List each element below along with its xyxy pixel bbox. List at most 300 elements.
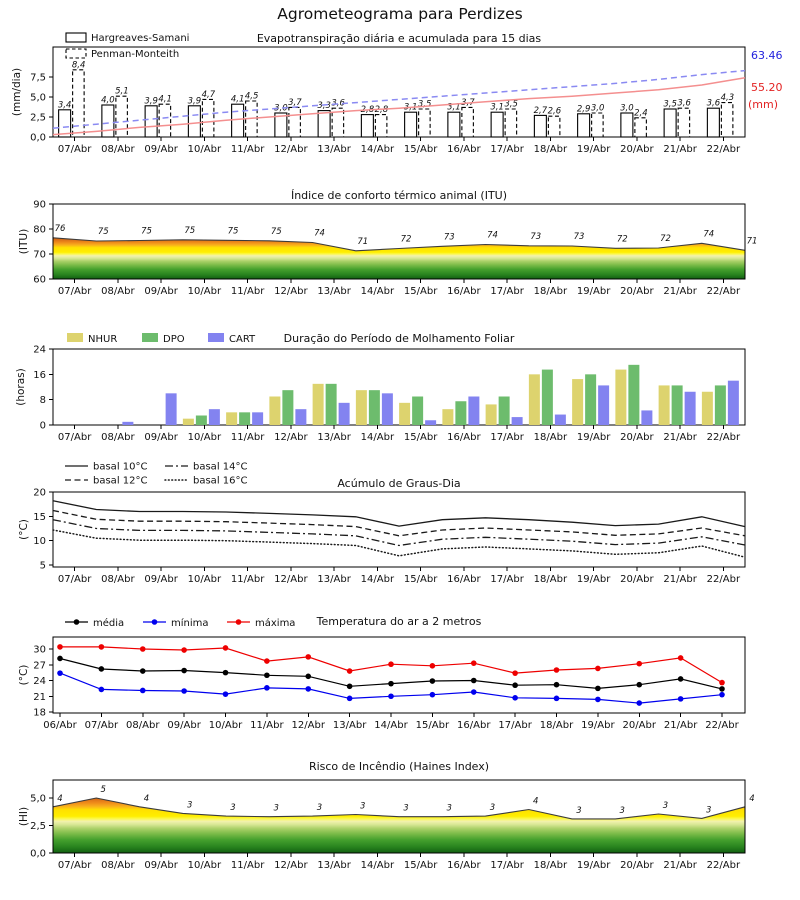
cart-bar bbox=[252, 412, 263, 425]
x-tick-label: 14/Abr bbox=[360, 860, 395, 871]
penman-bar bbox=[721, 103, 733, 137]
x-tick-label: 13/Abr bbox=[332, 720, 367, 731]
penman-bar bbox=[592, 113, 604, 137]
haines-value-label: 3 bbox=[316, 803, 323, 814]
hargreaves-value-label: 3,1 bbox=[403, 102, 418, 113]
penman-value-label: 3,0 bbox=[590, 103, 605, 114]
itu-value-label: 75 bbox=[270, 226, 282, 237]
x-tick-label: 07/Abr bbox=[57, 286, 92, 297]
temp-marker bbox=[181, 647, 187, 653]
temp-marker bbox=[554, 682, 560, 688]
temp-marker bbox=[471, 678, 477, 684]
nhur-bar bbox=[313, 384, 324, 425]
hargreaves-value-label: 3,6 bbox=[706, 98, 721, 109]
temp-marker bbox=[140, 646, 146, 652]
legend-label: mínima bbox=[171, 618, 209, 629]
nhur-bar bbox=[702, 392, 713, 425]
legend-label: Penman-Monteith bbox=[91, 49, 180, 60]
x-tick-label: 18/Abr bbox=[533, 860, 568, 871]
x-tick-label: 11/Abr bbox=[230, 860, 265, 871]
temp-marker bbox=[140, 668, 146, 674]
haines-value-label: 3 bbox=[619, 805, 625, 816]
hargreaves-bar bbox=[188, 106, 200, 137]
x-tick-label: 13/Abr bbox=[317, 286, 351, 297]
hargreaves-value-label: 3,3 bbox=[317, 101, 331, 112]
hargreaves-value-label: 3,1 bbox=[490, 102, 504, 113]
nhur-bar bbox=[486, 404, 497, 425]
dpo-bar bbox=[282, 390, 293, 425]
legend-label: NHUR bbox=[88, 334, 118, 345]
haines-value-label: 3 bbox=[187, 800, 193, 811]
hargreaves-bar bbox=[621, 113, 633, 137]
hargreaves-bar bbox=[145, 106, 157, 137]
penman-bar bbox=[678, 108, 690, 137]
temp-marker bbox=[554, 696, 560, 702]
haines-value-label: 4 bbox=[749, 793, 755, 804]
y-axis-label: (mm/dia) bbox=[11, 67, 23, 117]
cart-bar bbox=[122, 422, 133, 425]
hargreaves-bar bbox=[578, 114, 590, 137]
x-tick-label: 11/Abr bbox=[230, 286, 265, 297]
y-tick-label: 30 bbox=[33, 644, 46, 656]
x-tick-label: 08/Abr bbox=[101, 432, 135, 443]
nhur-bar bbox=[269, 397, 280, 426]
temp-marker bbox=[181, 668, 187, 674]
panel-title: Índice de conforto térmico animal (ITU) bbox=[290, 189, 508, 202]
penman-value-label: 4,3 bbox=[720, 93, 735, 104]
haines-value-label: 4 bbox=[57, 793, 63, 804]
hargreaves-bar bbox=[405, 112, 417, 137]
x-tick-label: 13/Abr bbox=[317, 432, 351, 443]
x-tick-label: 17/Abr bbox=[498, 720, 532, 731]
legend-swatch-cart bbox=[208, 333, 224, 342]
x-tick-label: 18/Abr bbox=[533, 432, 568, 443]
haines-value-label: 3 bbox=[230, 803, 236, 814]
nhur-bar bbox=[659, 385, 670, 425]
x-tick-label: 16/Abr bbox=[457, 720, 491, 731]
x-tick-label: 09/Abr bbox=[144, 286, 178, 297]
y-tick-label: 18 bbox=[33, 707, 46, 719]
y-tick-label: 27 bbox=[33, 660, 46, 672]
x-tick-label: 09/Abr bbox=[144, 144, 178, 155]
x-tick-label: 08/Abr bbox=[126, 720, 160, 731]
temperatura-legend bbox=[65, 617, 295, 629]
hargreaves-bar bbox=[102, 105, 114, 137]
x-tick-label: 15/Abr bbox=[403, 144, 438, 155]
itu-value-label: 75 bbox=[184, 225, 196, 236]
itu-value-label: 74 bbox=[314, 228, 325, 239]
y-tick-label: 5,0 bbox=[30, 92, 46, 104]
haines-value-label: 3 bbox=[273, 803, 279, 814]
dpo-bar bbox=[628, 365, 639, 425]
penman-bar bbox=[116, 96, 128, 137]
hargreaves-value-label: 2,7 bbox=[533, 105, 548, 116]
bars-cart bbox=[122, 381, 739, 425]
nhur-bar bbox=[399, 403, 410, 425]
y-axis bbox=[33, 200, 53, 286]
nhur-bar bbox=[615, 370, 626, 425]
y-tick-label: 70 bbox=[33, 249, 46, 261]
legend-label: Hargreaves-Samani bbox=[91, 33, 190, 44]
hargreaves-value-label: 3,1 bbox=[447, 102, 461, 113]
x-tick-label: 12/Abr bbox=[274, 432, 308, 443]
haines-value-label: 3 bbox=[403, 803, 409, 814]
y-tick-label: 2,5 bbox=[30, 112, 46, 124]
itu-value-label: 74 bbox=[487, 230, 498, 241]
x-tick-label: 08/Abr bbox=[101, 574, 135, 585]
dpo-bar bbox=[455, 401, 466, 425]
hargreaves-value-label: 3,5 bbox=[663, 99, 677, 110]
x-tick-label: 20/Abr bbox=[620, 574, 654, 585]
x-tick-label: 16/Abr bbox=[447, 144, 481, 155]
x-tick-label: 21/Abr bbox=[663, 860, 697, 871]
x-tick-label: 07/Abr bbox=[57, 574, 92, 585]
x-tick-label: 16/Abr bbox=[447, 574, 481, 585]
cart-bar bbox=[468, 397, 479, 426]
legend-label: CART bbox=[229, 334, 256, 345]
temp-marker bbox=[388, 661, 394, 667]
x-axis bbox=[58, 425, 741, 443]
x-tick-label: 18/Abr bbox=[539, 720, 574, 731]
itu-value-label: 73 bbox=[530, 231, 542, 242]
x-tick-label: 12/Abr bbox=[274, 286, 308, 297]
y-axis-label: (°C) bbox=[18, 664, 30, 686]
x-tick-label: 10/Abr bbox=[187, 286, 222, 297]
hargreaves-value-label: 3,0 bbox=[274, 103, 288, 114]
x-tick-label: 07/Abr bbox=[57, 432, 92, 443]
hargreaves-bar bbox=[707, 108, 719, 137]
x-tick-label: 19/Abr bbox=[576, 860, 611, 871]
evapo-accum-totals bbox=[748, 49, 783, 111]
legend-label: basal 12°C bbox=[93, 475, 148, 487]
haines-value-label: 4 bbox=[143, 793, 150, 804]
hargreaves-value-label: 4,1 bbox=[230, 94, 245, 105]
temp-marker bbox=[595, 697, 601, 703]
temp-series-média bbox=[57, 656, 725, 692]
temp-marker bbox=[678, 655, 684, 661]
legend-marker bbox=[236, 619, 242, 625]
legend-label: média bbox=[93, 618, 125, 629]
hargreaves-bar bbox=[361, 115, 373, 137]
grausdia-panel bbox=[18, 462, 745, 586]
x-tick-label: 16/Abr bbox=[447, 432, 481, 443]
x-tick-label: 09/Abr bbox=[144, 574, 178, 585]
dpo-bar bbox=[542, 370, 553, 425]
cart-bar bbox=[641, 410, 652, 425]
panel-title: Risco de Incêndio (Haines Index) bbox=[308, 760, 490, 773]
itu-value-label: 71 bbox=[357, 236, 369, 247]
x-tick-label: 09/Abr bbox=[144, 432, 178, 443]
temp-marker bbox=[223, 670, 229, 676]
x-tick-label: 14/Abr bbox=[360, 574, 395, 585]
temp-marker bbox=[512, 670, 518, 676]
penman-bar bbox=[202, 99, 214, 137]
penman-value-label: 4,7 bbox=[201, 89, 216, 100]
x-tick-label: 19/Abr bbox=[576, 286, 611, 297]
accum-hargreaves-total: 55.20 bbox=[751, 81, 783, 94]
temp-marker bbox=[471, 660, 477, 666]
dpo-bar bbox=[369, 390, 380, 425]
x-tick-label: 22/Abr bbox=[706, 286, 741, 297]
x-tick-label: 14/Abr bbox=[360, 144, 395, 155]
temp-marker bbox=[430, 692, 436, 698]
x-tick-label: 21/Abr bbox=[663, 144, 697, 155]
haines-area bbox=[53, 798, 745, 853]
x-tick-label: 21/Abr bbox=[663, 574, 697, 585]
x-tick-label: 15/Abr bbox=[403, 574, 438, 585]
x-tick-label: 12/Abr bbox=[274, 860, 308, 871]
cart-bar bbox=[598, 385, 609, 425]
y-tick-label: 16 bbox=[33, 369, 46, 381]
legend-label: DPO bbox=[163, 334, 185, 345]
y-tick-label: 21 bbox=[33, 691, 46, 703]
itu-value-label: 75 bbox=[227, 226, 239, 237]
itu-value-label: 75 bbox=[141, 226, 152, 237]
x-tick-label: 20/Abr bbox=[622, 720, 656, 731]
temp-marker bbox=[347, 668, 353, 674]
haines-value-label: 3 bbox=[706, 805, 712, 816]
temp-marker bbox=[347, 683, 353, 689]
x-tick-label: 22/Abr bbox=[706, 144, 741, 155]
accum-unit-label: (mm) bbox=[748, 98, 779, 111]
temp-marker bbox=[57, 670, 63, 676]
legend-label: basal 14°C bbox=[193, 461, 248, 473]
itu-value-label: 75 bbox=[97, 227, 109, 237]
x-tick-label: 15/Abr bbox=[415, 720, 450, 731]
legend-swatch-dpo bbox=[142, 333, 158, 342]
dpo-bar bbox=[499, 397, 510, 426]
legend-marker bbox=[152, 619, 158, 625]
x-tick-label: 21/Abr bbox=[663, 432, 697, 443]
cart-bar bbox=[339, 403, 350, 425]
x-tick-label: 12/Abr bbox=[274, 144, 308, 155]
penman-bar bbox=[462, 107, 474, 137]
hargreaves-bar bbox=[232, 104, 244, 137]
legend-marker bbox=[74, 619, 80, 625]
haines-panel bbox=[18, 760, 755, 871]
penman-value-label: 2,8 bbox=[374, 105, 389, 116]
temp-series-mínima bbox=[57, 670, 725, 706]
penman-value-label: 3,5 bbox=[417, 99, 432, 110]
x-tick-label: 15/Abr bbox=[403, 286, 438, 297]
y-tick-label: 0,0 bbox=[30, 132, 46, 144]
legend-swatch-penman bbox=[66, 49, 86, 58]
temp-marker bbox=[388, 693, 394, 699]
molhamento-panel bbox=[15, 332, 745, 443]
hargreaves-bar bbox=[534, 115, 546, 137]
cart-bar bbox=[512, 417, 523, 425]
dpo-bar bbox=[412, 397, 423, 426]
x-tick-label: 22/Abr bbox=[705, 720, 739, 731]
x-tick-label: 21/Abr bbox=[663, 286, 697, 297]
x-tick-label: 10/Abr bbox=[187, 432, 222, 443]
itu-value-label: 73 bbox=[573, 232, 585, 242]
penman-bar bbox=[159, 104, 171, 137]
y-tick-label: 80 bbox=[33, 224, 46, 236]
y-tick-label: 15 bbox=[33, 511, 46, 523]
nhur-bar bbox=[529, 374, 540, 425]
x-tick-label: 16/Abr bbox=[447, 860, 481, 871]
x-tick-label: 09/Abr bbox=[144, 860, 178, 871]
x-tick-label: 19/Abr bbox=[581, 720, 615, 731]
x-axis bbox=[43, 713, 739, 731]
y-axis-label: (horas) bbox=[15, 368, 27, 406]
x-tick-label: 10/Abr bbox=[187, 574, 222, 585]
penman-value-label: 4,5 bbox=[244, 91, 259, 102]
haines-value-label: 4 bbox=[533, 796, 539, 807]
cart-bar bbox=[166, 393, 177, 425]
temp-marker bbox=[595, 686, 601, 692]
penman-value-label: 3,5 bbox=[504, 99, 518, 110]
temp-marker bbox=[99, 644, 105, 650]
y-tick-label: 0,0 bbox=[30, 848, 46, 860]
hargreaves-bar bbox=[448, 112, 460, 137]
x-tick-label: 07/Abr bbox=[57, 144, 92, 155]
panel-title: Temperatura do ar a 2 metros bbox=[316, 615, 482, 628]
y-tick-label: 5 bbox=[39, 560, 46, 572]
temp-marker bbox=[305, 686, 311, 692]
x-tick-label: 07/Abr bbox=[84, 720, 119, 731]
temp-marker bbox=[223, 691, 229, 697]
hargreaves-value-label: 2,9 bbox=[576, 104, 591, 115]
y-tick-label: 0 bbox=[39, 420, 46, 432]
x-tick-label: 14/Abr bbox=[360, 286, 395, 297]
y-tick-label: 8 bbox=[39, 395, 46, 407]
nhur-bar bbox=[226, 412, 237, 425]
itu-value-label: 72 bbox=[400, 234, 412, 245]
hargreaves-bar bbox=[664, 109, 676, 137]
x-axis bbox=[58, 279, 741, 297]
x-tick-label: 14/Abr bbox=[360, 432, 395, 443]
temp-marker bbox=[140, 688, 146, 694]
x-tick-label: 08/Abr bbox=[101, 860, 135, 871]
temp-marker bbox=[305, 654, 311, 660]
x-tick-label: 11/Abr bbox=[230, 144, 265, 155]
x-tick-label: 06/Abr bbox=[43, 720, 77, 731]
temp-marker bbox=[99, 666, 105, 672]
x-tick-label: 12/Abr bbox=[291, 720, 325, 731]
itu-value-label: 72 bbox=[616, 234, 628, 245]
x-tick-label: 17/Abr bbox=[490, 432, 524, 443]
y-tick-label: 2,5 bbox=[30, 821, 46, 832]
x-tick-label: 21/Abr bbox=[663, 720, 698, 731]
x-tick-label: 08/Abr bbox=[101, 144, 135, 155]
itu-value-label: 72 bbox=[660, 234, 671, 244]
penman-value-label: 3,7 bbox=[288, 97, 302, 108]
y-axis bbox=[33, 645, 53, 719]
y-tick-label: 5,0 bbox=[30, 793, 46, 805]
penman-bar bbox=[548, 116, 560, 137]
penman-value-label: 3,6 bbox=[331, 98, 345, 109]
temp-marker bbox=[430, 678, 436, 684]
penman-bar bbox=[635, 118, 647, 137]
hargreaves-value-label: 3,9 bbox=[187, 96, 202, 107]
cart-bar bbox=[425, 420, 436, 425]
legend-label: basal 10°C bbox=[93, 461, 148, 473]
y-axis-label: (ITU) bbox=[18, 228, 30, 255]
x-tick-label: 12/Abr bbox=[274, 574, 308, 585]
temp-marker bbox=[223, 645, 229, 651]
x-tick-label: 18/Abr bbox=[533, 286, 568, 297]
dpo-bar bbox=[196, 416, 207, 426]
y-axis-label: (HI) bbox=[18, 806, 30, 827]
legend-swatch-nhur bbox=[67, 333, 83, 342]
panel-title: Duração do Período de Molhamento Foliar bbox=[283, 332, 515, 345]
panel-title: Acúmulo de Graus-Dia bbox=[337, 477, 461, 490]
temp-marker bbox=[636, 661, 642, 667]
y-tick-label: 24 bbox=[33, 344, 46, 356]
molhamento-legend bbox=[67, 333, 256, 345]
temp-marker bbox=[430, 663, 436, 669]
temp-marker bbox=[347, 696, 353, 702]
legend-label: máxima bbox=[255, 618, 296, 629]
penman-bar bbox=[505, 109, 517, 137]
x-tick-label: 15/Abr bbox=[403, 432, 438, 443]
grausdia-line-dashdot bbox=[53, 520, 745, 546]
x-tick-label: 17/Abr bbox=[490, 860, 524, 871]
nhur-bar bbox=[183, 419, 194, 425]
penman-value-label: 8,4 bbox=[71, 60, 86, 71]
nhur-bar bbox=[572, 379, 583, 425]
haines-value-label: 3 bbox=[446, 803, 452, 814]
y-axis bbox=[30, 794, 53, 860]
x-tick-label: 10/Abr bbox=[208, 720, 243, 731]
nhur-bar bbox=[356, 390, 367, 425]
temp-marker bbox=[264, 658, 270, 664]
legend-swatch-hargreaves bbox=[66, 33, 86, 42]
temp-marker bbox=[678, 676, 684, 682]
haines-value-label: 3 bbox=[489, 803, 496, 814]
y-axis bbox=[30, 73, 53, 144]
x-tick-label: 20/Abr bbox=[620, 144, 654, 155]
x-tick-label: 19/Abr bbox=[576, 144, 611, 155]
penman-value-label: 3,7 bbox=[461, 97, 475, 108]
penman-bar bbox=[419, 109, 431, 137]
itu-panel bbox=[18, 189, 757, 297]
haines-value-label: 3 bbox=[576, 805, 582, 816]
haines-value-label: 3 bbox=[662, 800, 669, 811]
temp-series-máxima bbox=[57, 644, 725, 685]
penman-value-label: 4,1 bbox=[158, 94, 172, 105]
cart-bar bbox=[382, 393, 393, 425]
dpo-bar bbox=[715, 385, 726, 425]
y-tick-label: 10 bbox=[33, 536, 46, 548]
temp-marker bbox=[719, 680, 725, 686]
temp-marker bbox=[678, 696, 684, 702]
haines-value-label: 3 bbox=[360, 801, 366, 812]
penman-value-label: 2,6 bbox=[547, 106, 562, 117]
y-axis bbox=[33, 345, 53, 432]
x-tick-label: 22/Abr bbox=[706, 432, 741, 443]
y-tick-label: 20 bbox=[33, 487, 46, 499]
evapo-panel bbox=[11, 32, 783, 155]
dpo-bar bbox=[326, 384, 337, 425]
legend-label: basal 16°C bbox=[193, 475, 248, 487]
dpo-bar bbox=[672, 385, 683, 425]
panel-title: Evapotranspiração diária e acumulada para 15 dias bbox=[256, 32, 542, 45]
cart-bar bbox=[728, 381, 739, 425]
temp-marker bbox=[305, 674, 311, 680]
y-tick-label: 60 bbox=[33, 274, 46, 286]
hargreaves-value-label: 4,0 bbox=[101, 95, 115, 106]
x-tick-label: 09/Abr bbox=[167, 720, 201, 731]
temp-marker bbox=[512, 695, 518, 701]
temp-marker bbox=[636, 682, 642, 688]
x-tick-label: 17/Abr bbox=[490, 574, 524, 585]
x-tick-label: 08/Abr bbox=[101, 286, 135, 297]
x-tick-label: 20/Abr bbox=[620, 860, 654, 871]
temp-marker bbox=[57, 644, 63, 650]
